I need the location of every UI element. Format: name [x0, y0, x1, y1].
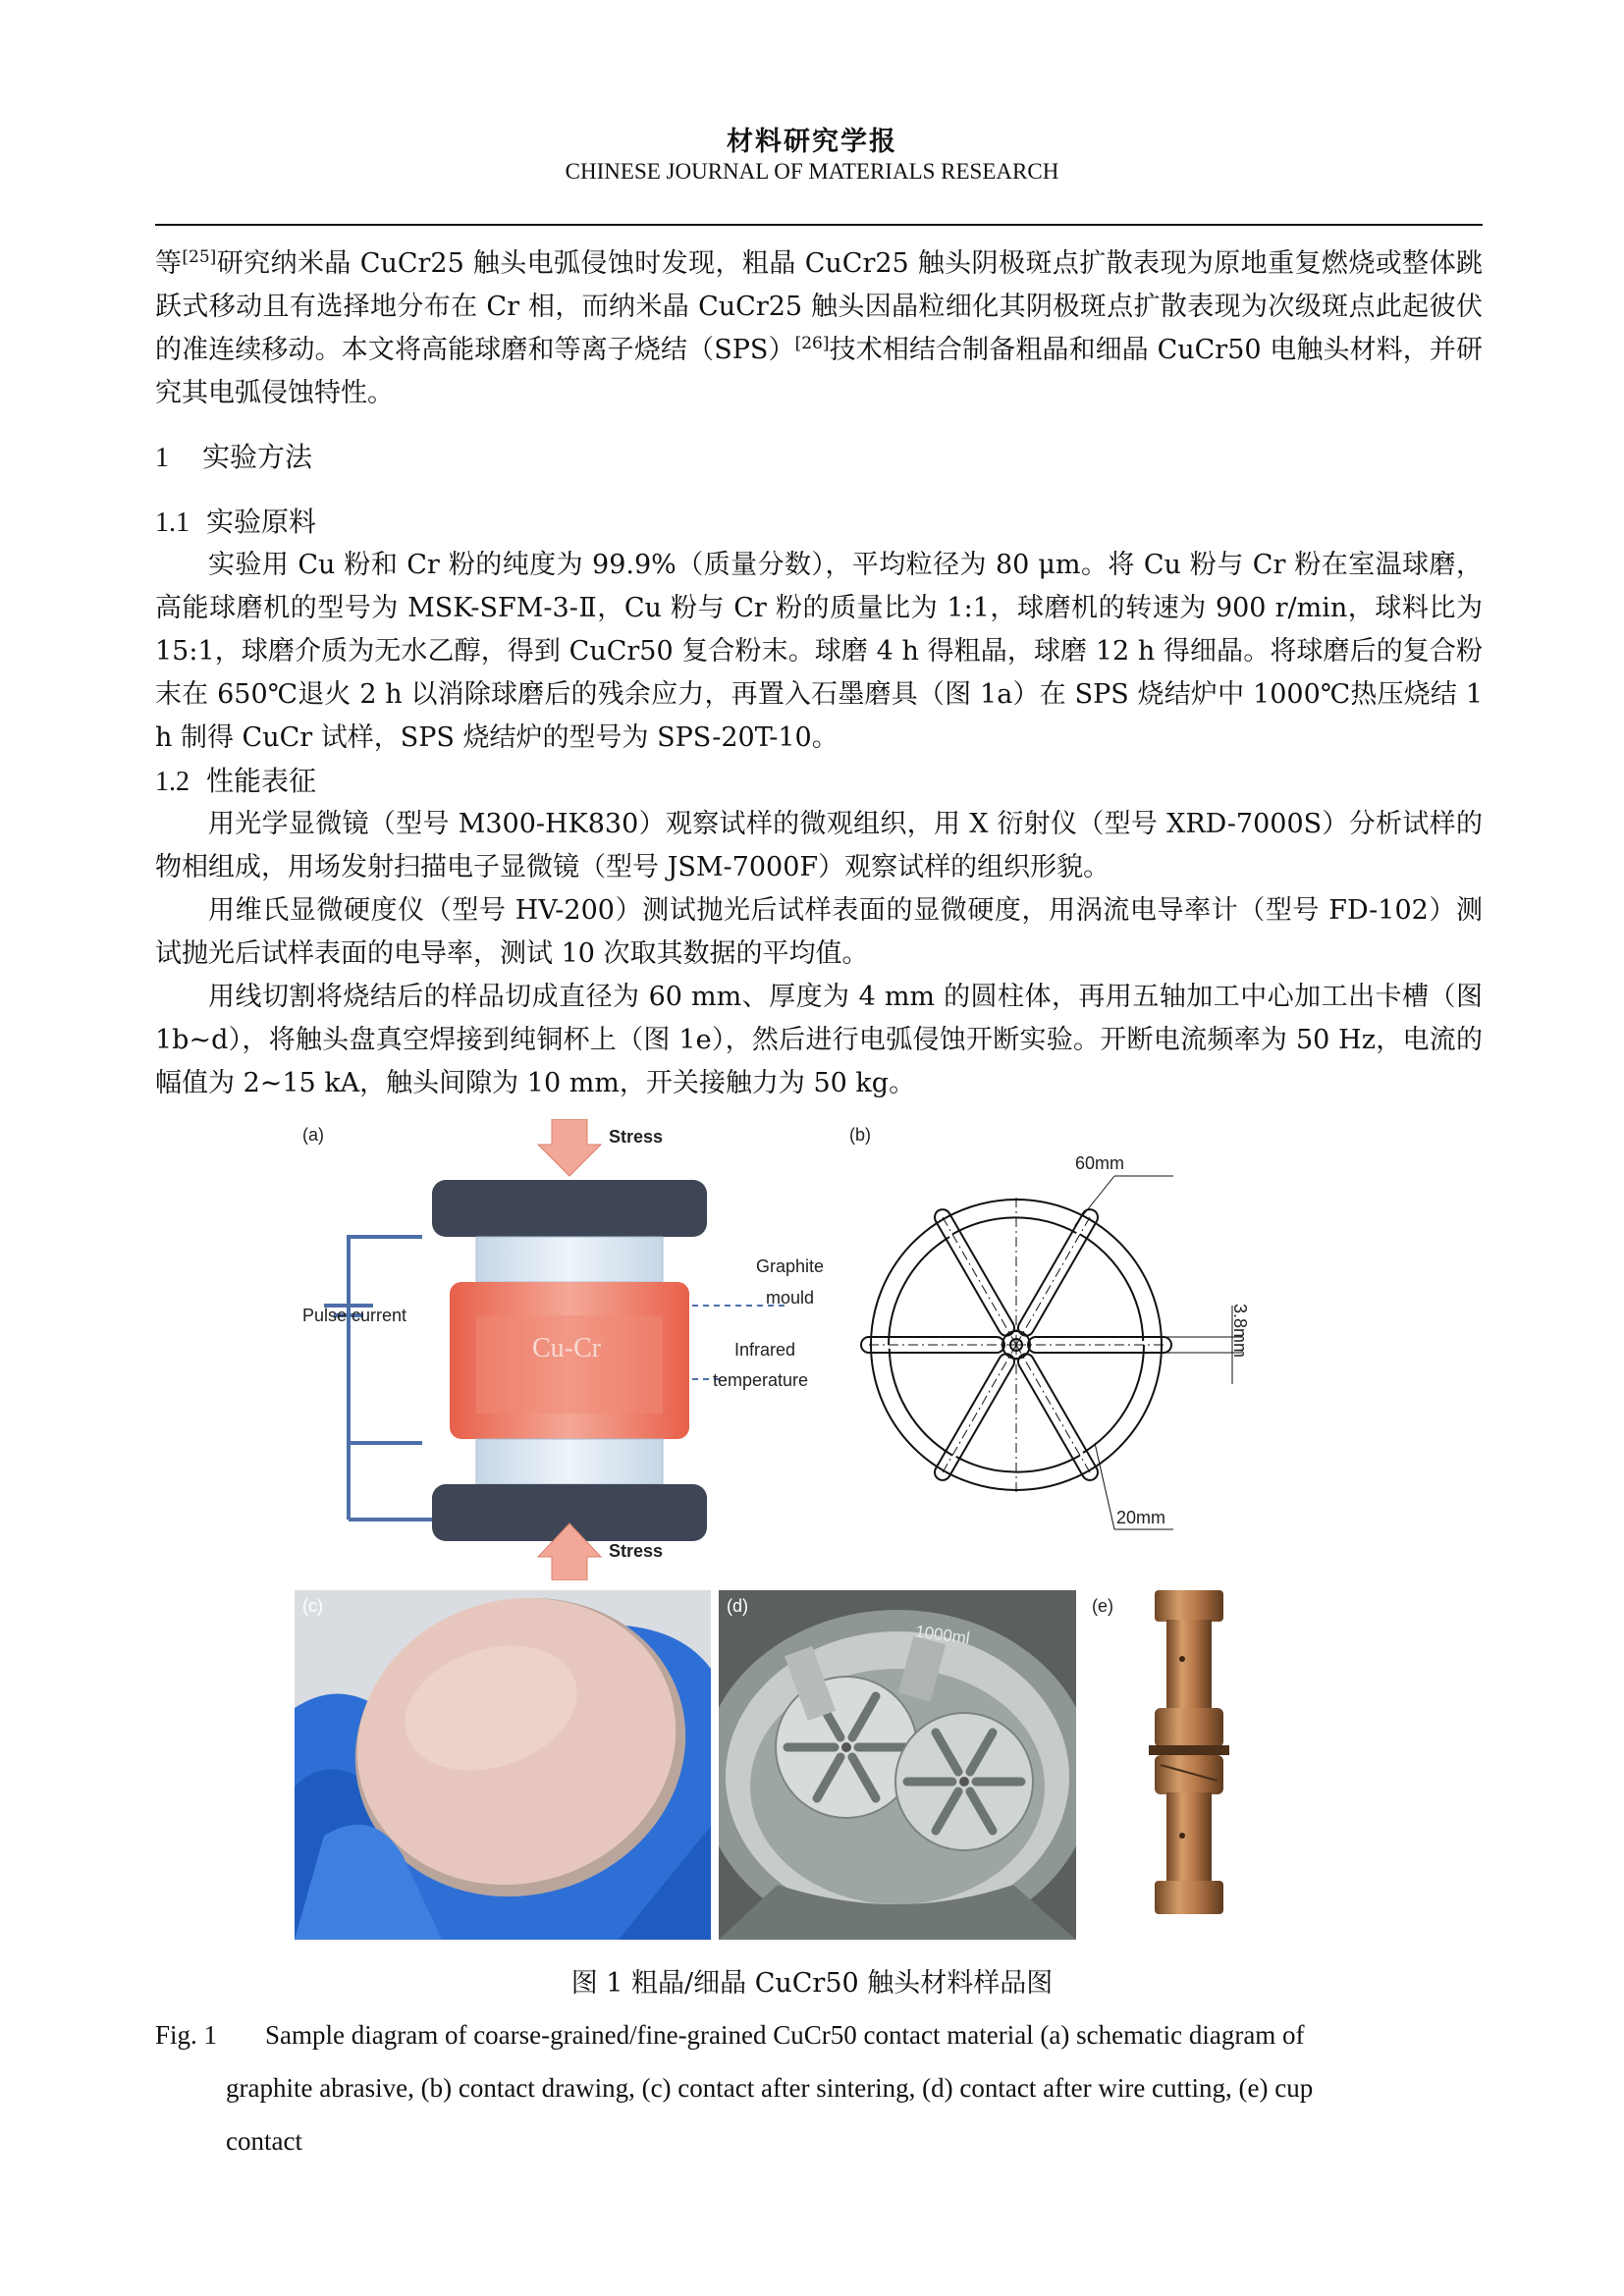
- dim-3-8mm: 3.8mm: [1230, 1304, 1250, 1359]
- section-1-1-paragraph: 实验用 Cu 粉和 Cr 粉的纯度为 99.9%（质量分数），平均粒径为 80 μm。将 Cu 粉与 Cr 粉在室温球磨，高能球磨机的型号为 MSK-SFM-3-Ⅱ，Cu 粉与 Cr 粉的质量比为 1:1，球磨机的转速为 900 r/min，球料比为 15:1，球磨介质为无水乙醇，得到 CuCr50 复合粉末。球磨 4 h 得粗晶，球磨 12 h 得细晶。将球磨后的复合粉末在 650℃退火 2 h 以消除球磨后的残余应力，再置入石墨磨具（图 1a）在 SPS 烧结炉中 1000℃热压烧结 1 h 制得 CuCr 试样，SPS 烧结炉的型号为 SPS-20T-10。: [155, 550, 1483, 753]
- stress-label-top: Stress: [609, 1127, 664, 1147]
- journal-title-en: CHINESE JOURNAL OF MATERIALS RESEARCH: [565, 159, 1059, 184]
- section-1-1-heading: 1.1 实验原料: [155, 506, 317, 538]
- figure-panel-a: [295, 1119, 844, 1580]
- figure-caption-en-line-3: contact: [226, 2126, 302, 2156]
- figure-caption-en-line-1: Fig. 1 Sample diagram of coarse-grained/fine-grained CuCr50 contact material (a) schematic diagram of: [155, 2020, 1305, 2050]
- header-rule: [155, 224, 1483, 226]
- figure-panel-d: [719, 1590, 1076, 1940]
- section-1-heading: 1 实验方法: [155, 441, 313, 473]
- infrared-label-2: temperature: [713, 1370, 809, 1390]
- section-1-2-heading: 1.2 性能表征: [155, 765, 317, 797]
- panel-a-letter: (a): [302, 1125, 324, 1145]
- citation-25[interactable]: [25]: [182, 247, 217, 267]
- panel-c-letter: (c): [302, 1596, 323, 1616]
- figure-caption-cn: 图 1 粗晶/细晶 CuCr50 触头材料样品图: [570, 1968, 1054, 1999]
- journal-title-cn: 材料研究学报: [727, 127, 897, 157]
- top-platen: [432, 1180, 707, 1237]
- graphite-mould-label-1: Graphite: [756, 1256, 825, 1276]
- graphite-mould-label-2: mould: [766, 1288, 815, 1308]
- stress-arrow-top: [538, 1119, 601, 1176]
- pulse-current-label: Pulse current: [302, 1306, 407, 1325]
- panel-e-letter: (e): [1092, 1596, 1113, 1616]
- section-1-2-paragraph-3: 用线切割将烧结后的样品切成直径为 60 mm、厚度为 4 mm 的圆柱体，再用五轴加工中心加工出卡槽（图 1b~d），将触头盘真空焊接到纯铜杯上（图 1e），然后进行电弧侵蚀开断实验。开断电流频率为 50 Hz，电流的幅值为 2~15 kA，触头间隙为 10 mm，开关接触力为 50 kg。: [155, 982, 1483, 1098]
- figure-panel-b: [849, 1119, 1311, 1551]
- section-1-2-paragraph-2: 用维氏显微硬度仪（型号 HV-200）测试抛光后试样表面的显微硬度，用涡流电导率计（型号 FD-102）测试抛光后试样表面的电导率，测试 10 次取其数据的平均值。: [155, 895, 1483, 969]
- sample-label: Cu-Cr: [532, 1333, 601, 1363]
- citation-26[interactable]: [26]: [794, 334, 830, 353]
- figure-panel-c: [295, 1590, 711, 1940]
- dim-60mm: 60mm: [1075, 1153, 1125, 1173]
- panel-d-letter: (d): [727, 1596, 748, 1616]
- figure-caption-en-line-2: graphite abrasive, (b) contact drawing, (c) contact after sintering, (d) contact after wire cutting, (e) cup: [226, 2073, 1314, 2103]
- stress-label-bottom: Stress: [609, 1541, 664, 1561]
- dim-20mm: 20mm: [1116, 1508, 1166, 1527]
- section-1-2-paragraph-1: 用光学显微镜（型号 M300-HK830）观察试样的微观组织，用 X 衍射仪（型号 XRD-7000S）分析试样的物相组成，用场发射扫描电子显微镜（型号 JSM-7000F）观察试样的组织形貌。: [155, 809, 1483, 882]
- figure-panel-e: [1084, 1590, 1290, 1940]
- beaker-text: 1000ml: [914, 1622, 971, 1648]
- intro-paragraph: 等[25]研究纳米晶 CuCr25 触头电弧侵蚀时发现，粗晶 CuCr25 触头阴极斑点扩散表现为原地重复燃烧或整体跳跃式移动且有选择地分布在 Cr 相，而纳米晶 CuCr25 触头因晶粒细化其阴极斑点扩散表现为次级斑点此起彼伏的准连续移动。本文将高能球磨和等离子烧结（SPS）[26]技术相结合制备粗晶和细晶 CuCr50 电触头材料，并研究其电弧侵蚀特性。: [155, 247, 1483, 408]
- infrared-label-1: Infrared: [734, 1340, 796, 1360]
- panel-b-letter: (b): [849, 1125, 871, 1145]
